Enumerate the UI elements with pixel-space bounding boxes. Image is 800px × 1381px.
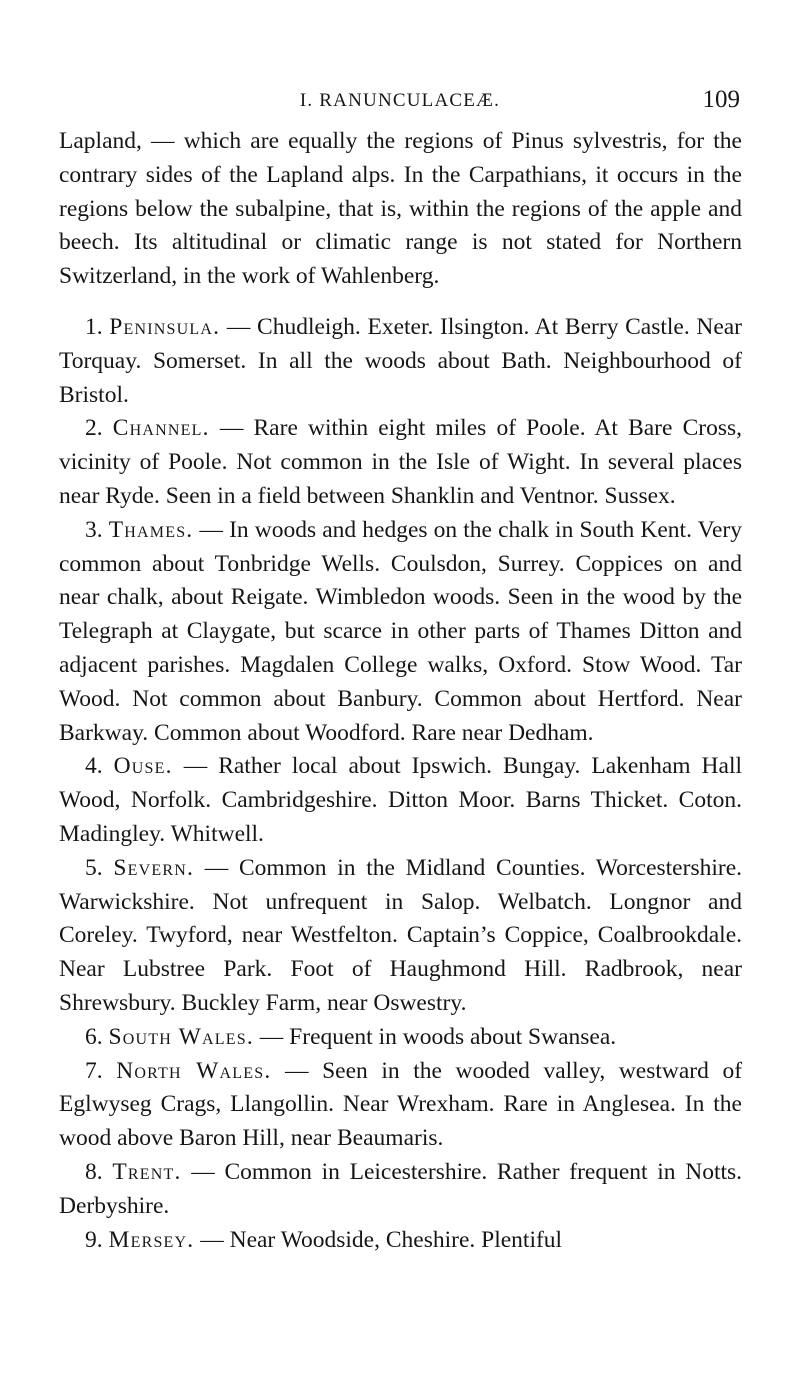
entry-number: 2. xyxy=(85,415,103,442)
entry-text: — Rather local about Ipswich. Bungay. Lakenham Hall Wood, Norfolk. Cambridgeshire. Ditton Moor. Barns Thicket. Coton. Madingley. Whitwell. xyxy=(59,753,743,847)
province-entry-5 xyxy=(59,852,742,1021)
province-name: Peninsula. xyxy=(109,313,221,340)
entry-number: 4. xyxy=(85,753,103,780)
province-name: South Wales. xyxy=(108,1023,254,1050)
entry-text: — Common in the Midland Counties. Worcestershire. Warwickshire. Not unfrequent in Salop. Welbatch. Longnor and Coreley. Twyford, near Westfelton. Captain’s Coppice, Coalbrookdale. Near Lubstree Park. Foot of Haughmond Hill. Radbrook, near Shrewsbury. Buckley Farm, near Oswestry. xyxy=(59,854,742,1016)
running-title: I. RANUNCULACEÆ. xyxy=(299,90,501,111)
entry-text: — Rare within eight miles of Poole. At Bare Cross, vicinity of Poole. Not common in the Isle of Wight. In several places near Ryde. Seen in a field between Shanklin and Ventnor. Sussex. xyxy=(59,415,743,509)
province-name: Severn. xyxy=(113,854,195,881)
province-name: Ouse. xyxy=(113,753,173,780)
entry-number: 5. xyxy=(85,854,103,881)
province-entry-6 xyxy=(59,1021,742,1055)
entry-number: 9. xyxy=(85,1226,103,1253)
opening-paragraph: Lapland, — which are equally the regions of Pinus sylvestris, for the contrary sides of the Lapland alps. In the Carpathians, it occurs in the regions below the subalpine, that is, within the regions of the apple and beech. Its altitudinal or climatic range is not stated for Northern Switzerland, in the work of Wahlenberg. xyxy=(59,128,742,290)
entry-text: — Chudleigh. Exeter. Ilsington. At Berry Castle. Near Torquay. Somerset. In all the woods about Bath. Neighbourhood of Bristol. xyxy=(59,313,743,408)
body-text xyxy=(59,125,742,1257)
province-name: Mersey. xyxy=(108,1226,195,1253)
province-name: Channel. xyxy=(112,415,210,442)
running-header xyxy=(60,86,740,120)
entry-text: — Frequent in woods about Swansea. xyxy=(259,1023,617,1050)
entry-text: — In woods and hedges on the chalk in South Kent. Very common about Tonbridge Wells. Coulsdon, Surrey. Coppices on and near chalk, about Reigate. Wimbledon woods. Seen in the wood by the Telegraph at Claygate, but scarce in other parts of Thames Ditton and adjacent parishes. Magdalen College walks, Oxford. Stow Wood. Tar Wood. Not common about Banbury. Common about Hertford. Near Barkway. Common about Woodford. Rare near Dedham. xyxy=(59,516,743,746)
province-name: Thames. xyxy=(108,516,194,543)
entry-text: — Near Woodside, Cheshire. Plentiful xyxy=(200,1226,563,1253)
entry-text: — Common in Leicestershire. Rather frequent in Notts. Derbyshire. xyxy=(59,1158,743,1219)
province-entry-2 xyxy=(59,412,742,513)
page-number: 109 xyxy=(702,86,740,113)
province-name: Trent. xyxy=(112,1158,182,1185)
entry-number: 3. xyxy=(85,516,103,543)
province-entry-4 xyxy=(59,750,742,851)
province-entry-1 xyxy=(59,311,742,412)
province-entry-3 xyxy=(59,514,742,751)
entry-number: 7. xyxy=(85,1057,103,1084)
province-entry-8 xyxy=(59,1156,742,1224)
province-entry-7 xyxy=(59,1055,742,1156)
province-name: North Wales. xyxy=(116,1057,272,1084)
entry-number: 1. xyxy=(85,313,103,340)
entry-number: 8. xyxy=(85,1158,103,1185)
province-entry-9 xyxy=(59,1224,742,1258)
entry-text: — Seen in the wooded valley, westward of Eglwyseg Crags, Llangollin. Near Wrexham. Rare in Anglesea. In the wood above Baron Hill, near Beaumaris. xyxy=(59,1057,743,1152)
entry-number: 6. xyxy=(85,1023,103,1050)
